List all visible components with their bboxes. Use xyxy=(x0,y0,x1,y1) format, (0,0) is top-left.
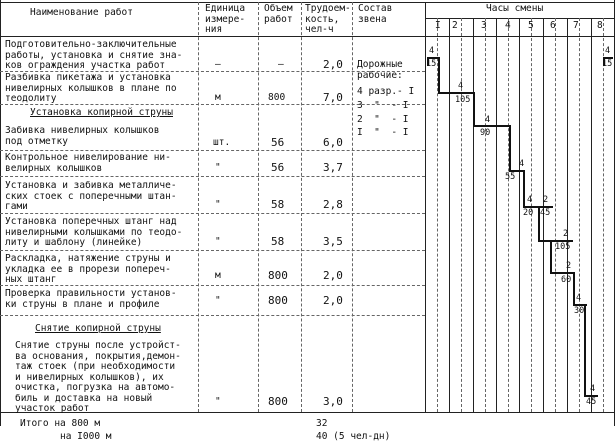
gantt-workers: 4 xyxy=(527,195,533,205)
half-tick xyxy=(485,18,486,412)
gantt-workers: 2 xyxy=(563,229,569,239)
work-name: Забивка нивелирных колышков под отметку xyxy=(5,125,160,147)
crew-line: I " - I xyxy=(357,127,409,138)
volume-cell: 58 xyxy=(271,235,285,248)
hour-label: 8 xyxy=(597,20,603,31)
hour-line-4 xyxy=(519,18,520,412)
total-value: 32 xyxy=(316,418,328,429)
crew-line: 2 " - I xyxy=(357,114,409,125)
work-name: Контрольное нивелирование ни- велирных колышков xyxy=(5,152,171,174)
unit-cell: м xyxy=(215,270,221,281)
half-tick xyxy=(579,18,580,412)
total-value: 40 (5 чел-дн) xyxy=(316,431,391,442)
crew-title: Дорожные рабочие: xyxy=(357,59,403,81)
row-sep xyxy=(0,176,425,177)
hour-line-2 xyxy=(473,18,474,412)
gantt-workers: 2 xyxy=(543,195,549,205)
gantt-minutes: 105 xyxy=(555,242,571,252)
volume-cell: 56 xyxy=(271,136,285,149)
gantt-tick xyxy=(538,206,540,241)
total-label: на I000 м xyxy=(60,431,112,442)
labor-cell: 3,5 xyxy=(323,235,343,248)
section-title: Установка копирной струны xyxy=(30,107,173,118)
hour-label: 7 xyxy=(573,20,579,31)
hour-label: 2 xyxy=(452,20,458,31)
hour-label: 3 xyxy=(481,20,487,31)
gantt-workers: 4 xyxy=(485,115,491,125)
gantt-tick xyxy=(573,272,575,305)
volume-cell: 800 xyxy=(268,395,288,408)
work-name: Снятие струны после устройст- ва основания, покрытия,демон- таж стоек (при необходимости и нивелирных колышков), их очистка, погрузка на автомо- биль и доставка на новый участок работ xyxy=(15,340,181,414)
labor-cell: 2,0 xyxy=(323,269,343,282)
hour-label: I xyxy=(435,20,441,31)
row-sep xyxy=(0,315,425,316)
gantt-minutes: 60 xyxy=(561,275,572,285)
gantt-workers: 4 xyxy=(576,293,582,303)
unit-cell: " xyxy=(215,396,221,407)
volume-cell: 56 xyxy=(271,161,285,174)
hour-line-1 xyxy=(449,18,450,412)
header-labor: Трудоем- кость, чел-ч xyxy=(305,3,351,35)
labor-cell: 2,8 xyxy=(323,198,343,211)
header-name: Наименование работ xyxy=(30,7,133,18)
labor-cell: 2,0 xyxy=(323,294,343,307)
gantt-tick xyxy=(473,92,475,126)
hours-sep xyxy=(425,18,615,19)
col-sep-1 xyxy=(198,2,199,412)
volume-cell: 800 xyxy=(268,269,288,282)
section-title: Снятие копирной струны xyxy=(35,323,161,334)
gantt-workers: 4 xyxy=(590,384,596,394)
labor-cell: 2,0 xyxy=(323,58,343,71)
gantt-minutes: 45 xyxy=(540,208,551,218)
hour-line-7 xyxy=(591,18,592,412)
work-name: Разбивка пикетажа и установка нивелирных колышков в плане по теодолиту xyxy=(5,72,177,104)
gantt-bar xyxy=(473,125,510,127)
half-tick xyxy=(461,18,462,412)
gantt-tick xyxy=(438,57,440,93)
gantt-tick xyxy=(523,170,525,207)
gantt-minutes: 55 xyxy=(505,172,516,182)
gantt-workers: 4 xyxy=(458,81,464,91)
gantt-minutes: 30 xyxy=(574,306,585,316)
gantt-workers: 2 xyxy=(566,261,572,271)
gantt-bar xyxy=(438,92,473,94)
gantt-workers: 4 xyxy=(429,46,435,56)
hour-label: 6 xyxy=(550,20,556,31)
col-sep-4 xyxy=(352,2,353,412)
gantt-tick xyxy=(509,125,511,171)
unit-cell: шт. xyxy=(213,137,231,148)
col-sep-3 xyxy=(301,2,302,412)
unit-cell: – xyxy=(215,59,221,70)
work-name: Раскладка, натяжение струны и укладка ее в прорези попереч- ных штанг xyxy=(5,253,171,285)
gantt-minutes: 20 xyxy=(523,208,534,218)
unit-cell: " xyxy=(215,199,221,210)
gantt-workers: 4 xyxy=(519,159,525,169)
gantt-minutes: 105 xyxy=(455,95,471,105)
work-name: Установка поперечных штанг над нивелирными колышками по теодо- литу и шаблону (линейке) xyxy=(5,216,183,248)
volume-cell: – xyxy=(278,59,284,70)
labor-cell: 3,7 xyxy=(323,161,343,174)
labor-cell: 3,0 xyxy=(323,395,343,408)
work-name: Установка и забивка металличе- ских стоек с поперечными штан- гами xyxy=(5,180,177,212)
unit-cell: " xyxy=(215,295,221,306)
crew-line: 4 разр.- I xyxy=(357,86,415,97)
half-tick xyxy=(555,18,556,412)
work-name: Проверка правильности установ- ки струны в плане и профиле xyxy=(5,288,177,310)
header-hours: Часы смены xyxy=(486,3,544,14)
header-bottom xyxy=(0,36,615,37)
labor-cell: 6,0 xyxy=(323,136,343,149)
volume-cell: 800 xyxy=(268,92,286,103)
row-sep xyxy=(0,150,425,151)
unit-cell: " xyxy=(215,162,221,173)
frame-right xyxy=(614,0,615,426)
volume-cell: 800 xyxy=(268,294,288,307)
gantt-minutes: 90 xyxy=(480,128,491,138)
header-unit: Единица измере- ния xyxy=(205,3,246,35)
header-crew: Состав звена xyxy=(358,3,393,25)
hour-label: 5 xyxy=(528,20,534,31)
crew-line: 3 " - I xyxy=(357,100,409,111)
hour-label: 4 xyxy=(505,20,511,31)
unit-cell: м xyxy=(215,92,221,103)
work-name: Подготовительно-заключительные работы, установка и снятие зна- ков ограждения участка работ xyxy=(5,39,183,71)
gantt-bar xyxy=(550,272,575,274)
header-volume: Объем работ xyxy=(264,3,293,25)
hour-line-3 xyxy=(496,18,497,412)
gantt-minutes: 15 xyxy=(602,59,613,69)
half-tick xyxy=(603,18,604,412)
volume-cell: 58 xyxy=(271,198,285,211)
unit-cell: " xyxy=(215,236,221,247)
gantt-tick xyxy=(550,240,552,273)
gantt-minutes: 45 xyxy=(586,397,597,407)
row-sep xyxy=(0,213,425,214)
labor-cell: 7,0 xyxy=(323,91,343,104)
total-label: Итого на 800 м xyxy=(20,418,101,429)
row-sep xyxy=(0,250,425,251)
gantt-minutes: 15 xyxy=(426,59,437,69)
gantt-tick xyxy=(584,304,586,396)
hour-line-6 xyxy=(567,18,568,412)
col-sep-2 xyxy=(258,2,259,412)
gantt-workers: 4 xyxy=(605,46,611,56)
half-tick xyxy=(508,18,509,412)
